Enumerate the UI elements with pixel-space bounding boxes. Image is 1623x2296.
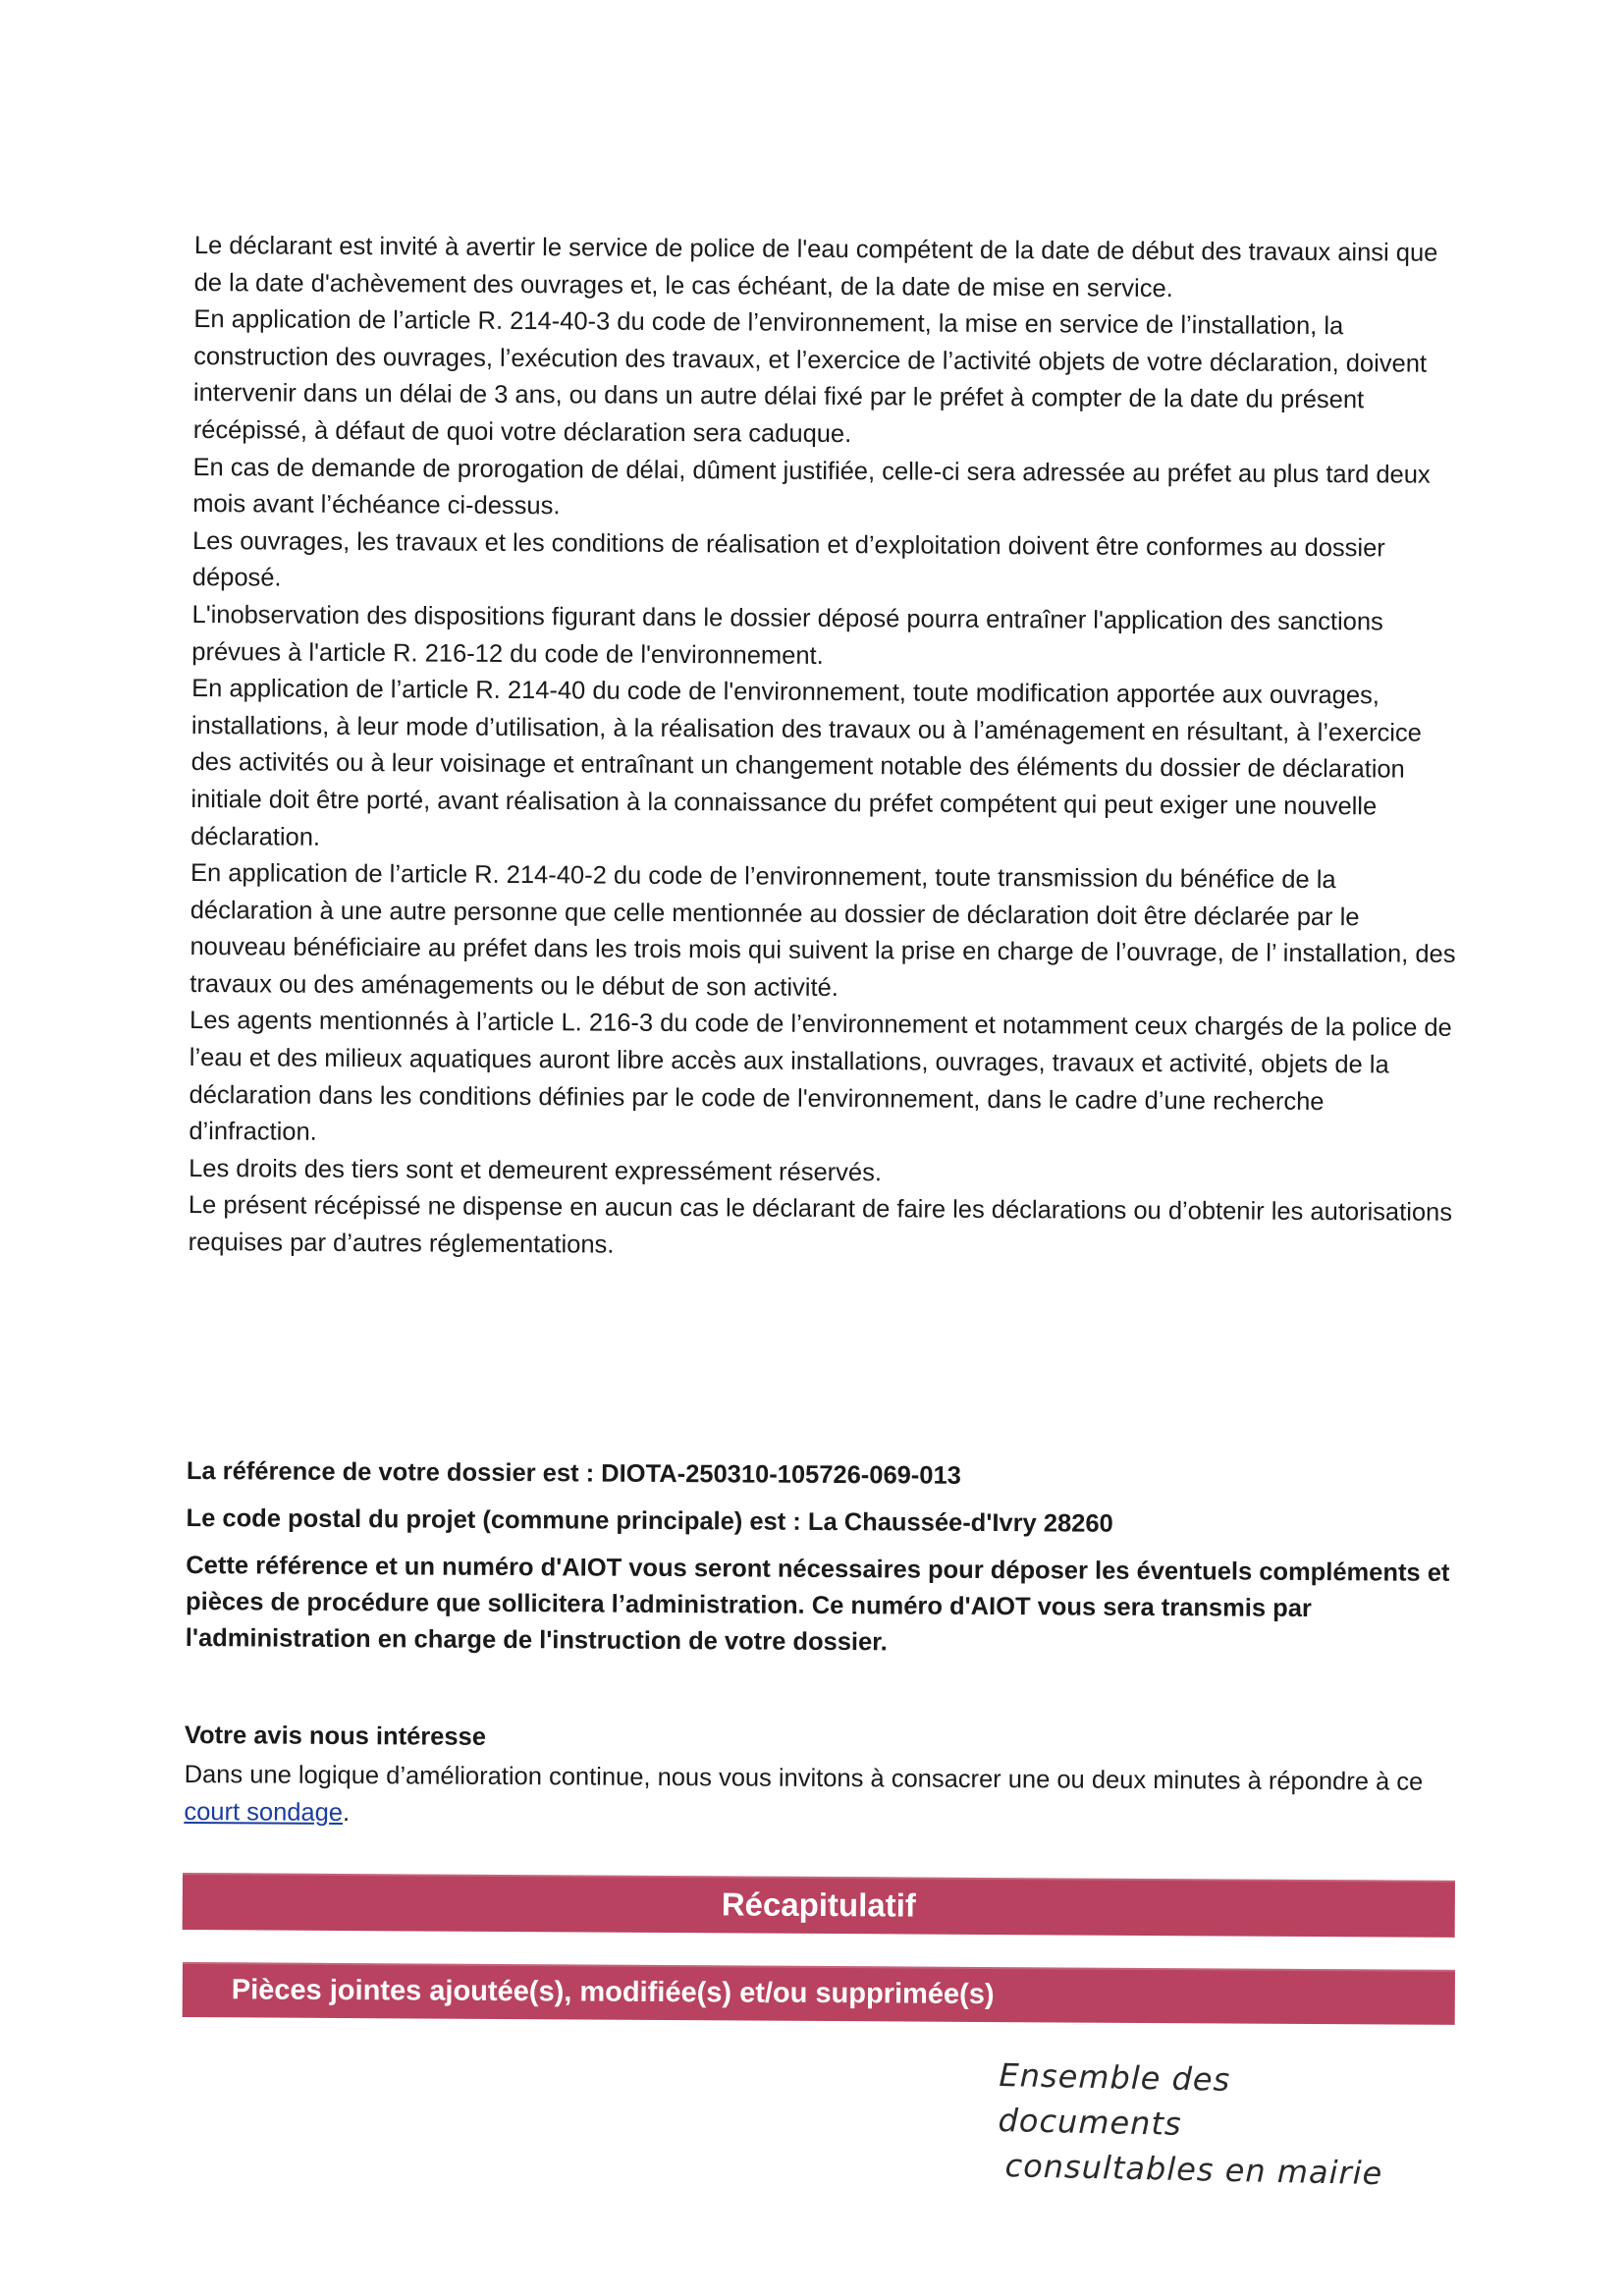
conditions-text bbox=[189, 228, 1461, 1269]
paragraph-sanctions: L'inobservation des dispositions figurant dans le dossier déposé pourra entraîner l'application des sanctions prévues à l'article R. 216-12 du code de l'environnement. bbox=[191, 600, 1383, 670]
survey-link[interactable]: court sondage bbox=[184, 1797, 344, 1827]
project-postal-code: Le code postal du projet (commune principale) est : La Chaussée-d'Ivry 28260 bbox=[186, 1503, 1113, 1538]
handwritten-note bbox=[997, 2052, 1412, 2197]
paragraph-modification: En application de l’article R. 214-40 du code de l'environnement, toute modification apportée aux ouvrages, installations, à leur mode d’utilisation, à la réalisation des travaux ou à l’aménagement en résultant, à l’exercice des activités ou à leur voisinage et entraînant un changement notable des éléments du dossier de déclaration initiale doit être porté, avant réalisation à la connaissance du préfet compétent qui peut exiger une nouvelle déclaration. bbox=[190, 675, 1422, 851]
paragraph-prorogation: En cas de demande de prorogation de délai, dûment justifiée, celle-ci sera adressée au préfet au plus tard deux mois avant l’échéance ci-dessus. bbox=[192, 453, 1431, 520]
paragraph-droits-tiers: Les droits des tiers sont et demeurent expressément réservés. bbox=[189, 1154, 883, 1187]
handwritten-line-2: consultables en mairie bbox=[1004, 2147, 1383, 2193]
survey-text-before: Dans une logique d’amélioration continue, nous vous invitons à consacrer une ou deux minutes à répondre à ce bbox=[184, 1760, 1424, 1796]
dossier-reference-block bbox=[186, 1453, 1463, 1665]
survey-text bbox=[184, 1756, 1460, 1838]
paragraph-agents: Les agents mentionnés à l’article L. 216-3 du code de l’environnement et notamment ceux chargés de la police de l’eau et des milieux aquatiques auront libre accès aux installations, ouvrages, travaux et activité, objets de la déclaration dans les conditions définies par le code de l'environnement, dans le cadre d’une recherche d’infraction. bbox=[189, 1007, 1452, 1147]
survey-block bbox=[184, 1717, 1461, 1838]
paragraph-notice-dates: Le déclarant est invité à avertir le service de police de l'eau compétent de la date de début des travaux ainsi que de la date d'achèvement des ouvrages et, le cas échéant, de la date de mise en service. bbox=[193, 231, 1438, 302]
paragraph-conformite: Les ouvrages, les travaux et les conditions de réalisation et d’exploitation doivent être conformes au dossier déposé. bbox=[191, 526, 1385, 592]
recap-banner: Récapitulatif bbox=[183, 1873, 1455, 1938]
paragraph-delai-3-ans: En application de l’article R. 214-40-3 du code de l’environnement, la mise en service de l’installation, la construction des ouvrages, l’exécution des travaux, et l’exercice de l’activité objets de votre déclaration, doivent intervenir dans un délai de 3 ans, ou dans un autre délai fixé par le préfet à compter de la date du présent récépissé, à défaut de quoi votre déclaration sera caduque. bbox=[192, 305, 1428, 449]
attachments-banner: Pièces jointes ajoutée(s), modifiée(s) et/ou supprimée(s) bbox=[183, 1962, 1455, 2025]
handwritten-line-1: Ensemble des documents bbox=[998, 2055, 1231, 2143]
dossier-reference: La référence de votre dossier est : DIOTA-250310-105726-069-013 bbox=[186, 1456, 961, 1490]
survey-text-after: . bbox=[342, 1798, 351, 1828]
survey-title: Votre avis nous intéresse bbox=[184, 1721, 487, 1751]
paragraph-transmission: En application de l’article R. 214-40-2 du code de l’environnement, toute transmission du bénéfice de la déclaration à une autre personne que celle mentionnée au dossier de déclaration doit être déclarée par le nouveau bénéficiaire au préfet dans les trois mois qui suivent la prise en charge de l’ouvrage, de l’ installation, des travaux ou des aménagements ou le début de son activité. bbox=[189, 859, 1456, 1002]
aiot-note: Cette référence et un numéro d'AIOT vous seront nécessaires pour déposer les éventuels compléments et pièces de procédure que sollicitera l’administration. Ce numéro d'AIOT vous sera transmis par l'administration en charge de l'instruction de votre dossier. bbox=[185, 1551, 1450, 1657]
paragraph-dispense: Le présent récépissé ne dispense en aucun cas le déclarant de faire les déclarations ou d’obtenir les autorisations requises par d’autres réglementations. bbox=[188, 1191, 1453, 1259]
